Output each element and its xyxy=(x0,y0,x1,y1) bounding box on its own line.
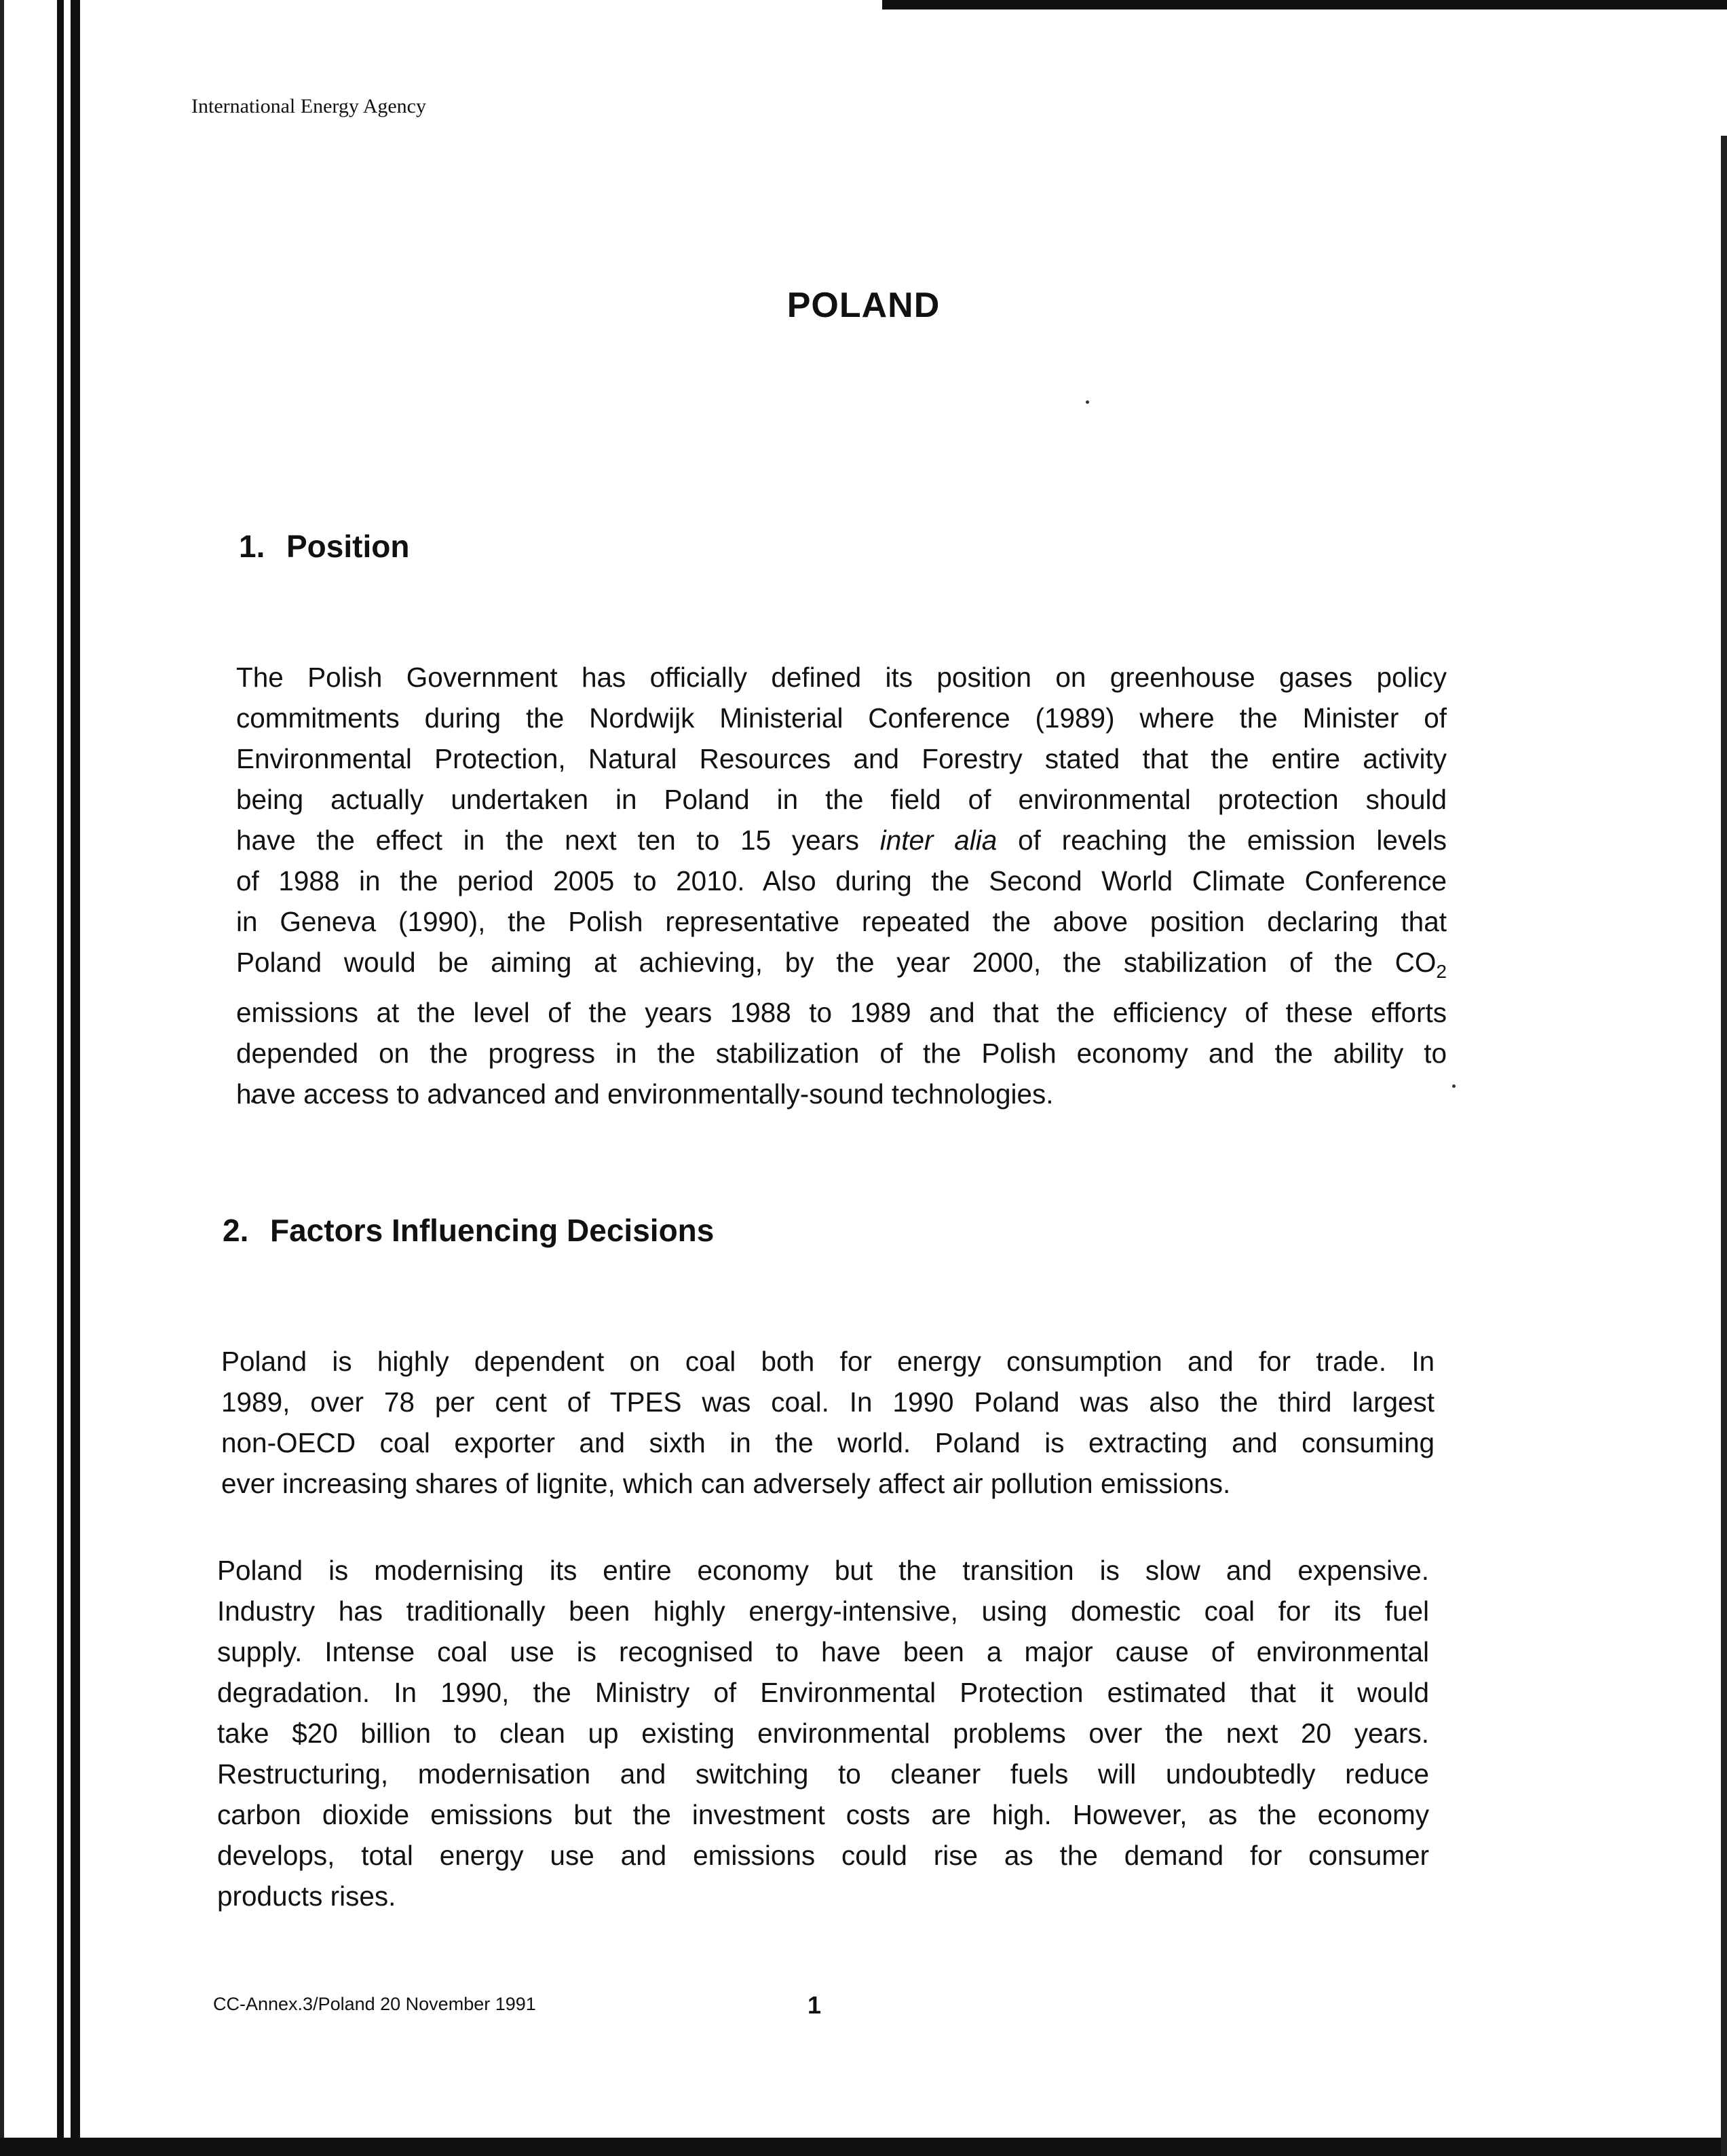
section-heading-factors xyxy=(223,1212,714,1249)
paragraph-line: Poland would be aiming at achieving, by the year 2000, the stabilization of the $CO_2$ xyxy=(236,947,1447,983)
section-title: Position xyxy=(286,529,410,564)
paragraph-line: products rises. xyxy=(217,1880,396,1912)
paragraph-line: Industry has traditionally been highly energy-intensive, using domestic coal for its fuel xyxy=(217,1595,1429,1627)
paragraph-line: Poland is modernising its entire economy but the transition is slow and expensive. xyxy=(217,1555,1429,1586)
paragraph-line: degradation. In 1990, the Ministry of Environmental Protection estimated that it would xyxy=(217,1677,1429,1708)
paragraph-line: have the effect in the next ten to 15 years inter alia of reaching the emission levels xyxy=(236,825,1447,856)
paragraph-line: being actually undertaken in Poland in the field of environmental protection should xyxy=(236,784,1447,815)
scan-edge-bottom xyxy=(0,2138,1727,2156)
paragraph-line: non-OECD coal exporter and sixth in the world. Poland is extracting and consuming xyxy=(221,1427,1435,1458)
scan-speck xyxy=(1086,400,1089,404)
paragraph-line: ever increasing shares of lignite, which can adversely affect air pollution emissions. xyxy=(221,1468,1231,1499)
paragraph-line: commitments during the Nordwijk Ministerial Conference (1989) where the Minister of xyxy=(236,702,1447,734)
section-number: 2. xyxy=(223,1213,249,1248)
paragraph-modernisation xyxy=(217,1550,1429,1916)
paragraph-line: depended on the progress in the stabilization of the Polish economy and the ability to xyxy=(236,1038,1447,1070)
scan-edge-top xyxy=(882,0,1727,10)
section-number: 1. xyxy=(239,529,265,564)
paragraph-line: 1989, over 78 per cent of TPES was coal. In 1990 Poland was also the third largest xyxy=(221,1386,1435,1418)
paragraph-line: take $20 billion to clean up existing environmental problems over the next 20 years. xyxy=(217,1718,1429,1749)
organization-header: International Energy Agency xyxy=(191,95,426,117)
page-title: POLAND xyxy=(786,286,941,325)
paragraph-line: Poland is highly dependent on coal both for energy consumption and for trade. In xyxy=(221,1346,1435,1377)
paragraph-line: emissions at the level of the years 1988 to 1989 and that the efficiency of these efforts xyxy=(236,997,1447,1029)
section-heading-position xyxy=(239,528,409,565)
paragraph-line: of 1988 in the period 2005 to 2010. Also during the Second World Climate Conference xyxy=(236,865,1447,896)
paragraph-line: develops, total energy use and emissions could rise as the demand for consumer xyxy=(217,1840,1429,1871)
document-reference: CC-Annex.3/Poland 20 November 1991 xyxy=(213,1994,536,2014)
scan-speck xyxy=(1452,1084,1456,1088)
paragraph-line: have access to advanced and environmentally-sound technologies. xyxy=(236,1078,1054,1110)
paragraph-coal-dependence xyxy=(221,1341,1435,1504)
paragraph-line: Restructuring, modernisation and switching to cleaner fuels will undoubtedly reduce xyxy=(217,1758,1429,1790)
paragraph-line: in Geneva (1990), the Polish representative repeated the above position declaring that xyxy=(236,906,1447,937)
page-number: 1 xyxy=(808,1991,822,2019)
scan-edge-right xyxy=(1721,136,1727,2156)
paragraph-line: carbon dioxide emissions but the investment costs are high. However, as the economy xyxy=(217,1799,1429,1830)
paragraph-line: The Polish Government has officially defined its position on greenhouse gases policy xyxy=(236,662,1447,693)
paragraph-line: Environmental Protection, Natural Resources and Forestry stated that the entire activity xyxy=(236,743,1447,774)
paragraph-position xyxy=(236,657,1447,1114)
paragraph-line: supply. Intense coal use is recognised to have been a major cause of environmental xyxy=(217,1636,1429,1667)
section-title: Factors Influencing Decisions xyxy=(270,1213,715,1248)
